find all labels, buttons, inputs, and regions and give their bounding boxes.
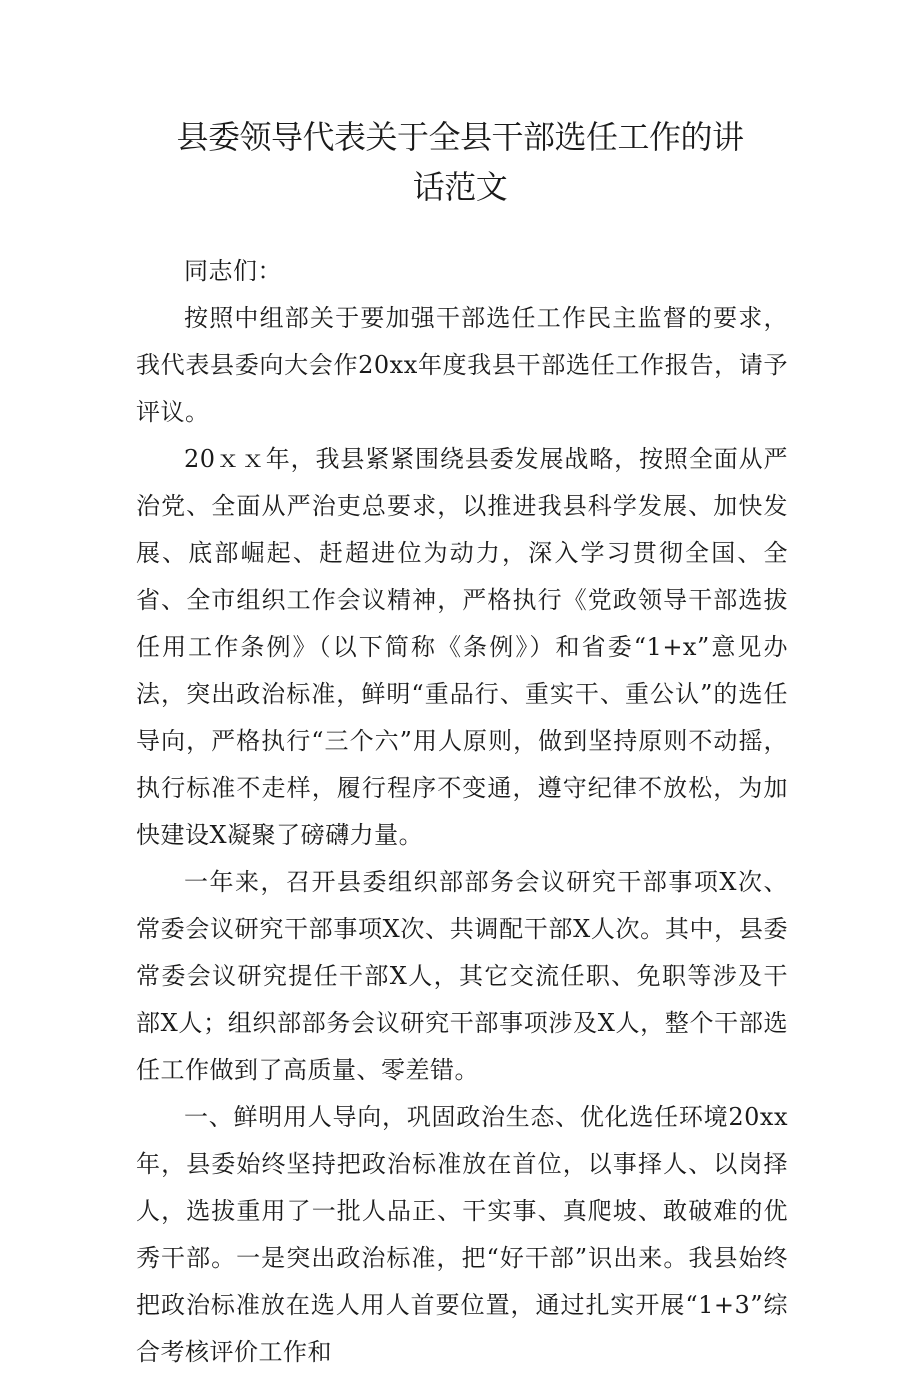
document-title [130,112,790,212]
paragraph: 按照中组部关于要加强干部选任工作民主监督的要求，我代表县委向大会作20xx年度我县干部选任工作报告，请予评议。 [136,304,788,426]
title-line-1: 县委领导代表关于全县干部选任工作的讲 [176,118,744,156]
title-line-2: 话范文 [412,168,508,206]
paragraph: 一年来，召开县委组织部部务会议研究干部事项X次、常委会议研究干部事项X次、共调配干部X人次。其中，县委常委会议研究提任干部X人，其它交流任职、免职等涉及干部X人；组织部部务会议研究干部事项涉及X人，整个干部选任工作做到了高质量、零差错。 [136,868,788,1084]
document-body [136,248,788,1376]
paragraph: 一、鲜明用人导向，巩固政治生态、优化选任环境20xx年，县委始终坚持把政治标准放在首位，以事择人、以岗择人，选拔重用了一批人品正、干实事、真爬坡、敢破难的优秀干部。一是突出政治标准，把“好干部”识出来。我县始终把政治标准放在选人用人首要位置，通过扎实开展“1+3”综合考核评价工作和 [136,1103,788,1366]
salutation: 同志们： [184,257,282,285]
paragraph: 20ｘｘ年，我县紧紧围绕县委发展战略，按照全面从严治党、全面从严治吏总要求，以推进我县科学发展、加快发展、底部崛起、赶超进位为动力，深入学习贯彻全国、全省、全市组织工作会议精神，严格执行《党政领导干部选拔任用工作条例》（以下简称《条例》）和省委“1+x”意见办法，突出政治标准，鲜明“重品行、重实干、重公认”的选任导向，严格执行“三个六”用人原则，做到坚持原则不动摇，执行标准不走样，履行程序不变通，遵守纪律不放松，为加快建设X凝聚了磅礴力量。 [136,445,788,849]
